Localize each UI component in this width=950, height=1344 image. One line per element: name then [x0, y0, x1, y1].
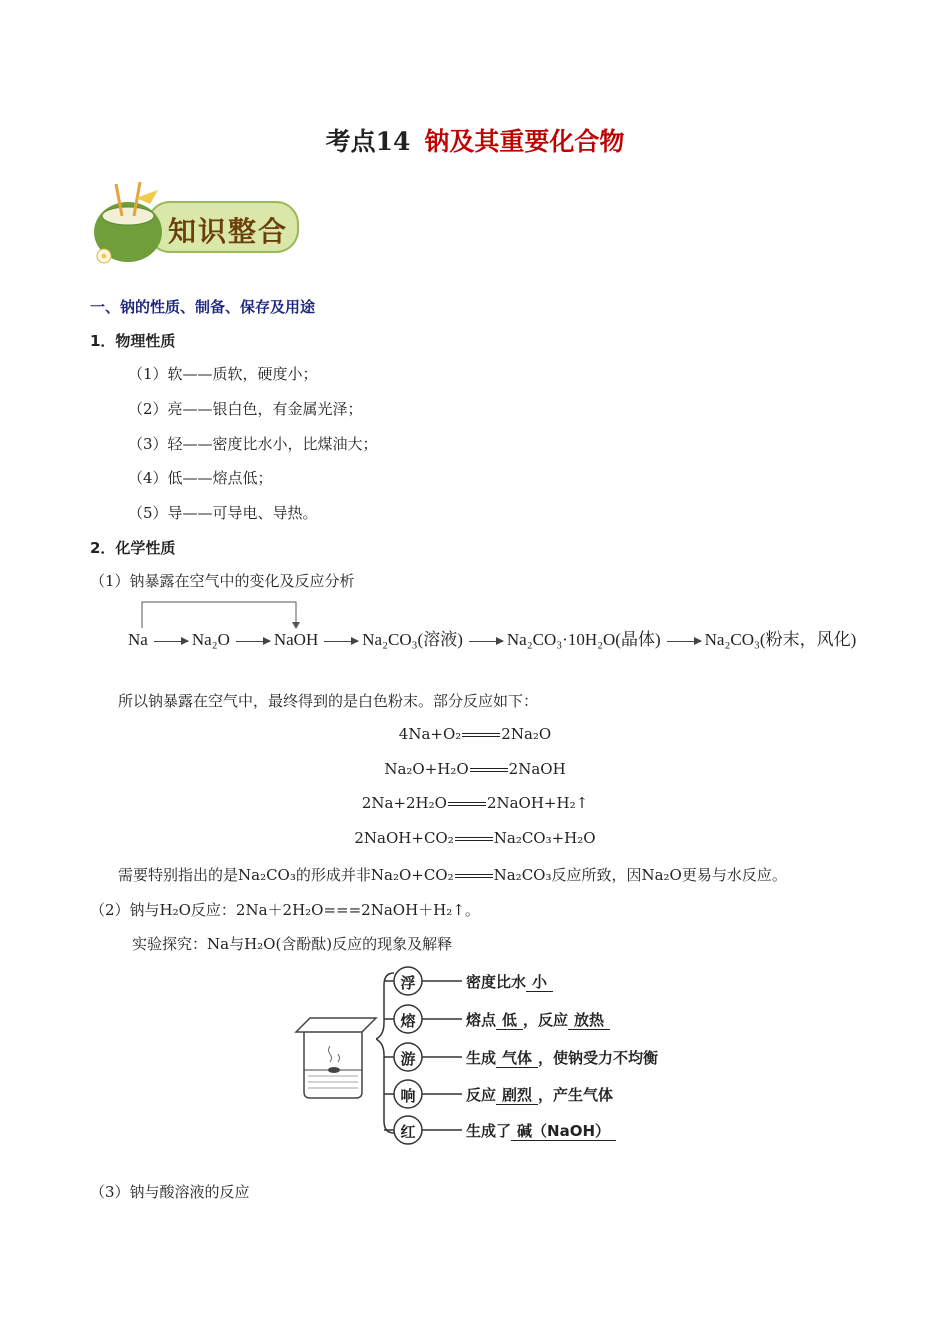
mindmap-pre: 生成了 [466, 1122, 512, 1140]
mindmap-pre: 反应 [466, 1086, 497, 1104]
mindmap-key: 响 [400, 1087, 416, 1105]
mindmap-text [466, 1047, 658, 1068]
mindmap-text [466, 1009, 610, 1030]
arrow-right-icon [469, 641, 503, 642]
mindmap-pre: 生成 [466, 1049, 497, 1067]
subsection-3: （3）钠与酸溶液的反应 [90, 1183, 250, 1201]
note-text [118, 864, 787, 885]
equation [0, 725, 950, 743]
physical-heading: 1．物理性质 [90, 332, 176, 350]
knowledge-badge [88, 180, 303, 270]
physical-item: （3）轻——密度比水小，比煤油大； [128, 435, 378, 453]
equation-left: Na₂O+H₂O [384, 760, 469, 778]
physical-item: （4）低——熔点低； [128, 469, 273, 487]
equation [0, 760, 950, 778]
equals-sign [462, 733, 500, 737]
equation-right: 2Na₂O [501, 725, 552, 743]
badge-label: 知识整合 [168, 215, 289, 248]
mindmap-key: 游 [400, 1050, 416, 1068]
mindmap-answer: 剧烈 [496, 1086, 538, 1105]
equation [0, 829, 950, 847]
arrow-right-icon [236, 641, 270, 642]
mindmap-key: 浮 [400, 974, 416, 992]
mindmap-key: 熔 [400, 1012, 416, 1030]
chain-step: Na₂CO₃(溶液) [362, 630, 463, 649]
mindmap-text [466, 1084, 613, 1105]
mindmap-key: 红 [400, 1123, 416, 1141]
chain-step: NaOH [273, 630, 319, 649]
note-part: 需要特别指出的是Na₂CO₃的形成并非Na₂O+CO₂ [118, 866, 454, 884]
mindmap-pre: 熔点 [466, 1011, 497, 1029]
equation [0, 794, 950, 812]
chain-step: Na₂CO₃(粉末，风化) [704, 630, 857, 649]
note-part: Na₂CO₃反应所致，因Na₂O更易与水反应。 [493, 866, 787, 884]
chain-step: Na₂O [191, 630, 230, 649]
physical-item: （2）亮——银白色，有金属光泽； [128, 400, 363, 418]
physical-item: （5）导——可导电、导热。 [128, 504, 318, 522]
equals-sign [470, 768, 508, 772]
arrow-right-icon [154, 641, 188, 642]
mindmap-answer: 低 [496, 1011, 523, 1030]
chain-step: Na [128, 630, 148, 649]
mindmap-post: ，使钠受力不均衡 [538, 1049, 659, 1067]
mindmap-answer: 放热 [568, 1011, 610, 1030]
equals-sign [448, 802, 486, 806]
arrow-right-icon [324, 641, 358, 642]
equation-left: 2NaOH+CO₂ [354, 829, 454, 847]
subsection-1: （1）钠暴露在空气中的变化及反应分析 [90, 572, 355, 590]
subsection-2: （2）钠与H₂O反应：2Na＋2H₂O===2NaOH＋H₂↑。 [90, 901, 480, 919]
mindmap-pre: 密度比水 [466, 973, 527, 991]
summary-text: 所以钠暴露在空气中，最终得到的是白色粉末。部分反应如下： [118, 692, 539, 710]
mindmap-text [466, 971, 553, 992]
equation-right: 2NaOH+H₂↑ [486, 794, 589, 812]
mindmap-answer: 碱（NaOH） [511, 1122, 616, 1141]
mindmap-answer: 气体 [496, 1049, 538, 1068]
physical-item: （1）软——质软，硬度小； [128, 365, 318, 383]
equals-sign [455, 837, 493, 841]
title-name: 钠及其重要化合物 [424, 127, 625, 156]
equals-sign [455, 874, 493, 878]
mindmap-post: ，反应 [523, 1011, 569, 1029]
mindmap-answer: 小 [526, 973, 553, 992]
equation-left: 4Na+O₂ [398, 725, 462, 743]
chemical-heading: 2．化学性质 [90, 539, 176, 557]
beaker-sodium-icon [290, 1012, 380, 1102]
equation-right: Na₂CO₃+H₂O [493, 829, 596, 847]
equation-right: 2NaOH [508, 760, 566, 778]
mindmap-post: ，产生气体 [538, 1086, 614, 1104]
arrow-right-icon [667, 641, 701, 642]
reaction-chain [128, 625, 858, 650]
mindmap-text [466, 1120, 616, 1141]
title-number: 考点14 [325, 127, 411, 156]
explore-text: 实验探究：Na与H₂O(含酚酞)反应的现象及解释 [132, 935, 453, 953]
page-title [0, 122, 950, 158]
chain-step: Na₂CO₃·10H₂O(晶体) [506, 630, 661, 649]
equation-left: 2Na+2H₂O [361, 794, 447, 812]
section-heading: 一、钠的性质、制备、保存及用途 [90, 298, 316, 316]
mindmap-bracket [376, 965, 466, 1145]
